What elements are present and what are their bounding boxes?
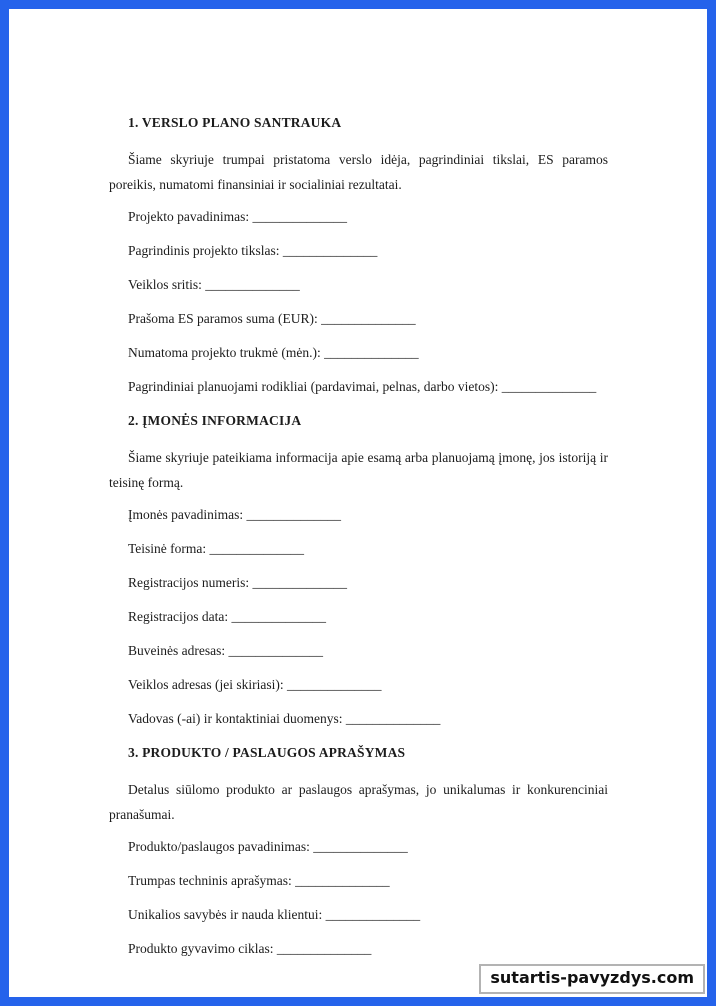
- field-blank-line: ______________: [228, 643, 323, 658]
- field-label: Numatoma projekto trukmė (mėn.):: [128, 345, 321, 360]
- section-heading: 1. VERSLO PLANO SANTRAUKA: [128, 115, 342, 130]
- form-field: [109, 838, 608, 855]
- section-intro: Šiame skyriuje trumpai pristatoma verslo idėja, pagrindiniai tikslai, ES paramos poreikis, numatomi finansiniai ir socialiniai rezultatai.: [109, 152, 608, 192]
- field-label: Įmonės pavadinimas:: [128, 507, 244, 522]
- form-field: [109, 344, 608, 361]
- section-verslo-plano-santrauka: [109, 114, 608, 395]
- field-blank-line: ______________: [252, 209, 347, 224]
- form-field: [109, 378, 608, 395]
- field-blank-line: ______________: [276, 941, 372, 956]
- form-field: [109, 208, 608, 225]
- document-content: [9, 9, 707, 957]
- form-field: [109, 506, 608, 523]
- field-label: Produkto/paslaugos pavadinimas:: [128, 839, 310, 854]
- field-label: Pagrindinis projekto tikslas:: [128, 243, 280, 258]
- field-label: Teisinė forma:: [128, 541, 207, 556]
- field-label: Produkto gyvavimo ciklas:: [128, 941, 274, 956]
- field-blank-line: ______________: [282, 243, 378, 258]
- form-field: [109, 574, 608, 591]
- field-label: Vadovas (-ai) ir kontaktiniai duomenys:: [128, 711, 343, 726]
- form-field: [109, 608, 608, 625]
- field-label: Buveinės adresas:: [128, 643, 226, 658]
- field-label: Registracijos data:: [128, 609, 229, 624]
- field-blank-line: ______________: [252, 575, 347, 590]
- form-field: [109, 676, 608, 693]
- section-heading: 3. PRODUKTO / PASLAUGOS APRAŠYMAS: [128, 745, 406, 760]
- section-produkto-paslaugos-aprasymas: [109, 744, 608, 957]
- field-blank-line: ______________: [313, 839, 408, 854]
- field-blank-line: ______________: [324, 345, 419, 360]
- field-blank-line: ______________: [501, 379, 597, 394]
- field-label: Unikalios savybės ir nauda klientui:: [128, 907, 323, 922]
- field-label: Projekto pavadinimas:: [128, 209, 250, 224]
- field-label: Veiklos adresas (jei skiriasi):: [128, 677, 284, 692]
- form-field: [109, 276, 608, 293]
- form-field: [109, 940, 608, 957]
- form-field: [109, 710, 608, 727]
- section-intro: Šiame skyriuje pateikiama informacija apie esamą arba planuojamą įmonę, jos istoriją ir teisinę formą.: [109, 450, 608, 490]
- form-field: [109, 642, 608, 659]
- section-intro: Detalus siūlomo produkto ar paslaugos aprašymas, jo unikalumas ir konkurenciniai pranašumai.: [109, 782, 608, 822]
- field-label: Pagrindiniai planuojami rodikliai (pardavimai, pelnas, darbo vietos):: [128, 379, 499, 394]
- field-blank-line: ______________: [246, 507, 341, 522]
- field-blank-line: ______________: [295, 873, 390, 888]
- form-field: [109, 872, 608, 889]
- watermark-badge: [479, 964, 705, 994]
- field-blank-line: ______________: [231, 609, 326, 624]
- field-label: Trumpas techninis aprašymas:: [128, 873, 292, 888]
- form-field: [109, 540, 608, 557]
- field-blank-line: ______________: [205, 277, 300, 292]
- form-field: [109, 310, 608, 327]
- watermark-text: sutartis-pavyzdys.com: [490, 968, 694, 987]
- form-field: [109, 242, 608, 259]
- field-blank-line: ______________: [345, 711, 441, 726]
- section-heading: 2. ĮMONĖS INFORMACIJA: [128, 413, 302, 428]
- field-label: Registracijos numeris:: [128, 575, 250, 590]
- form-field: [109, 906, 608, 923]
- section-imones-informacija: [109, 412, 608, 727]
- field-blank-line: ______________: [286, 677, 382, 692]
- field-blank-line: ______________: [325, 907, 421, 922]
- field-label: Veiklos sritis:: [128, 277, 202, 292]
- field-label: Prašoma ES paramos suma (EUR):: [128, 311, 318, 326]
- field-blank-line: ______________: [209, 541, 305, 556]
- field-blank-line: ______________: [321, 311, 416, 326]
